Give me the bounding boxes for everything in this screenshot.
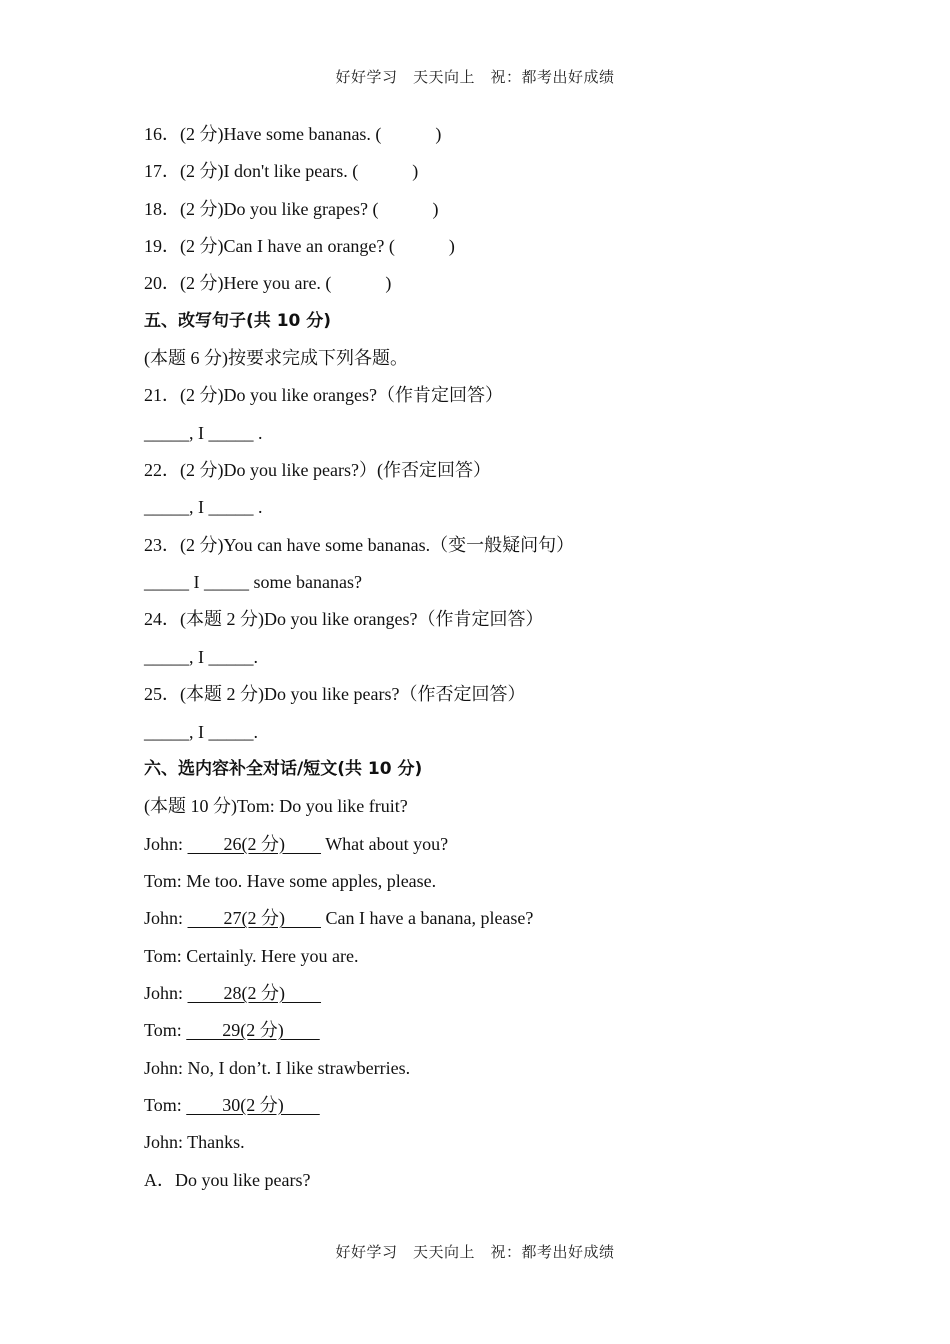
dialogue-line <box>144 1055 844 1092</box>
answer-21: _____, I _____ . <box>144 422 263 443</box>
blank-26: 26(2 分) <box>187 833 322 854</box>
dialogue-line <box>144 905 844 942</box>
question-17: 17．(2 分)I don't like pears. ( ) <box>144 161 419 182</box>
dialogue-text: Tom: Me too. Have some apples, please. <box>144 870 437 891</box>
answer-24: _____, I _____. <box>144 646 258 667</box>
page-footer: 好好学习 天天向上 祝：都考出好成绩 <box>335 1243 615 1261</box>
dialogue-line <box>144 943 844 980</box>
worksheet-content <box>144 121 844 1204</box>
dialogue-text: John: No, I don’t. I like strawberries. <box>144 1057 411 1078</box>
answer-22: _____, I _____ . <box>144 497 263 518</box>
question-22: 22．(2 分)Do you like pears?）(作否定回答） <box>144 460 491 481</box>
dialogue-text: John: <box>144 833 188 854</box>
question-20: 20．(2 分)Here you are. ( ) <box>144 273 392 294</box>
section-5-intro: (本题 6 分)按要求完成下列各题。 <box>144 348 408 369</box>
answer-25: _____, I _____. <box>144 721 258 742</box>
blank-27: 27(2 分) <box>187 908 322 929</box>
question-19: 19．(2 分)Can I have an orange? ( ) <box>144 236 455 257</box>
question-16: 16．(2 分)Have some bananas. ( ) <box>144 124 442 144</box>
question-18: 18．(2 分)Do you like grapes? ( ) <box>144 198 439 219</box>
dialogue-text: John: <box>144 908 188 929</box>
blank-28: 28(2 分) <box>187 982 322 1003</box>
dialogue-line <box>144 1017 844 1054</box>
dialogue-text: Can I have a banana, please? <box>321 908 534 929</box>
answer-23: _____ I _____ some bananas? <box>144 572 362 593</box>
section-5-heading: 五、改写句子(共 10 分) <box>144 310 332 331</box>
question-24: 24．(本题 2 分)Do you like oranges?（作肯定回答） <box>144 609 544 630</box>
dialogue-text: John: <box>144 982 188 1003</box>
dialogue-text: John: Thanks. <box>144 1132 245 1153</box>
dialogue-line <box>144 980 844 1017</box>
dialogue-text: Tom: <box>144 1094 187 1115</box>
section-6-heading: 六、选内容补全对话/短文(共 10 分) <box>144 758 423 779</box>
option-a: A．Do you like pears? <box>144 1169 311 1190</box>
dialogue-line <box>144 868 844 905</box>
blank-29: 29(2 分) <box>186 1020 320 1041</box>
dialogue-line <box>144 1092 844 1129</box>
dialogue-text: What about you? <box>321 833 449 854</box>
question-21: 21．(2 分)Do you like oranges?（作肯定回答） <box>144 385 503 406</box>
dialogue-line <box>144 831 844 868</box>
question-25: 25．(本题 2 分)Do you like pears?（作否定回答） <box>144 684 526 705</box>
section-6-intro: (本题 10 分)Tom: Do you like fruit? <box>144 796 408 817</box>
blank-30: 30(2 分) <box>186 1094 320 1115</box>
question-23: 23．(2 分)You can have some bananas.（变一般疑问句） <box>144 534 575 555</box>
page-header: 好好学习 天天向上 祝：都考出好成绩 <box>335 68 615 86</box>
dialogue-text: Tom: Certainly. Here you are. <box>144 945 359 966</box>
dialogue-line <box>144 1129 844 1166</box>
dialogue-text: Tom: <box>144 1020 187 1041</box>
